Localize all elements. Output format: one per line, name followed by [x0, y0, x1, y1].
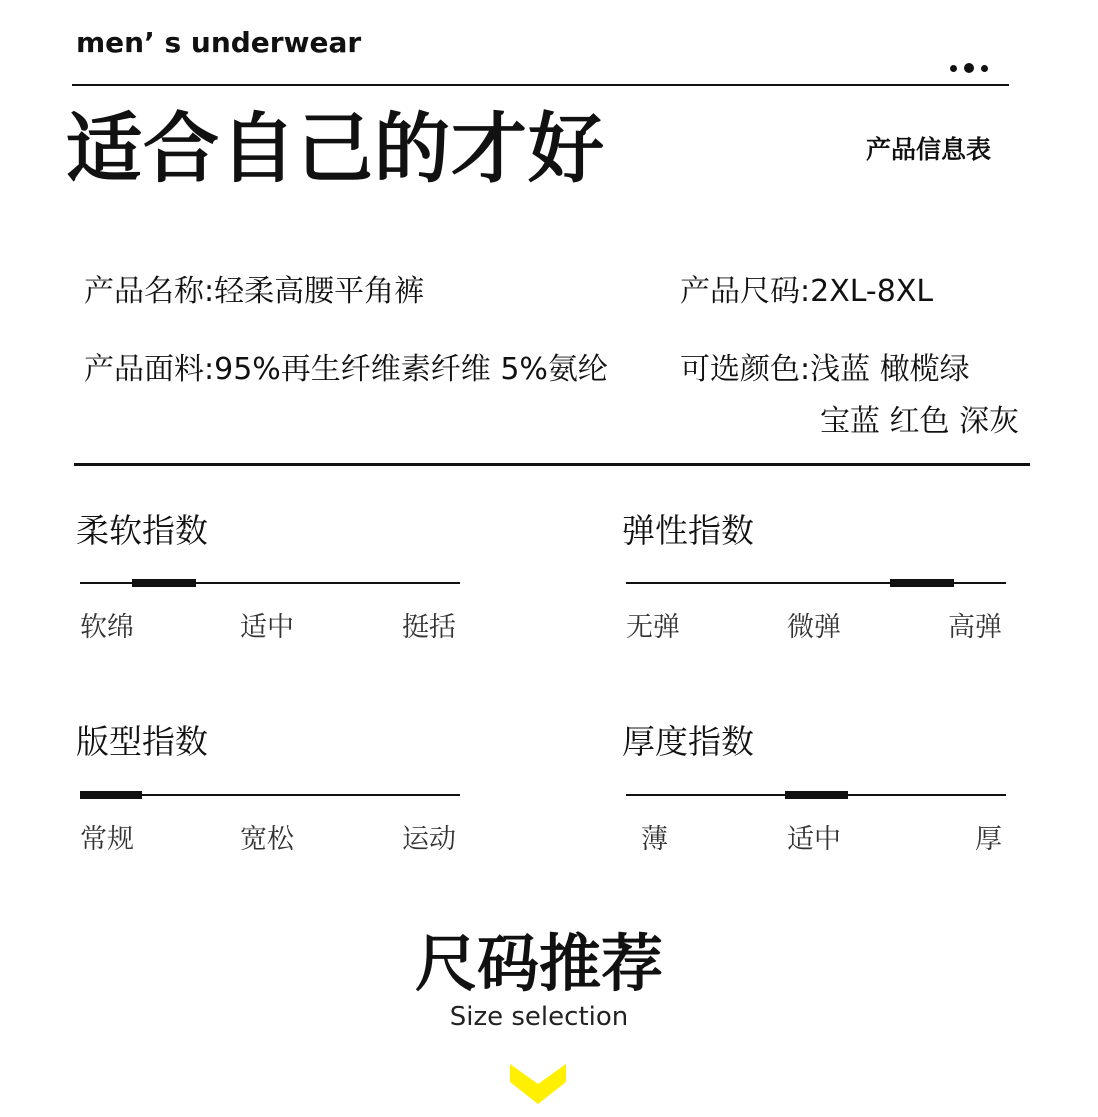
index-label: 薄	[641, 824, 668, 855]
brand-title: men’ s underwear	[76, 26, 362, 59]
index-title-softness: 柔软指数	[76, 511, 208, 550]
product-name: 产品名称:轻柔高腰平角裤	[84, 274, 425, 309]
product-colors-line2: 宝蓝 红色 深灰	[820, 404, 1020, 439]
index-label: 常规	[80, 824, 134, 855]
product-size: 产品尺码:2XL-8XL	[680, 274, 934, 309]
index-title-thickness: 厚度指数	[622, 722, 754, 761]
index-title-fit: 版型指数	[76, 722, 208, 761]
index-label: 宽松	[240, 824, 294, 855]
index-label: 无弹	[626, 612, 680, 643]
index-label: 厚	[975, 824, 1002, 855]
index-marker-softness	[132, 579, 196, 587]
index-label: 挺括	[402, 612, 456, 643]
product-colors-line1: 可选颜色:浅蓝 橄榄绿	[680, 352, 970, 387]
section-divider	[74, 463, 1030, 466]
index-title-elasticity: 弹性指数	[622, 511, 754, 550]
index-marker-elasticity	[890, 579, 954, 587]
index-marker-fit	[80, 791, 142, 799]
more-dots-icon	[948, 62, 992, 74]
index-label: 适中	[787, 824, 841, 855]
index-label: 运动	[402, 824, 456, 855]
index-label: 适中	[240, 612, 294, 643]
chevron-down-icon	[508, 1062, 568, 1106]
index-label: 软绵	[80, 612, 134, 643]
size-section-subtitle: Size selection	[449, 1002, 629, 1032]
sheet-label: 产品信息表	[866, 135, 992, 164]
index-label: 微弹	[787, 612, 841, 643]
page-headline: 适合自己的才好	[66, 104, 605, 193]
size-section-title: 尺码推荐	[414, 927, 663, 1000]
product-fabric: 产品面料:95%再生纤维素纤维 5%氨纶	[84, 352, 608, 387]
index-marker-thickness	[785, 791, 848, 799]
index-label: 高弹	[948, 612, 1002, 643]
header-divider	[72, 84, 1009, 86]
